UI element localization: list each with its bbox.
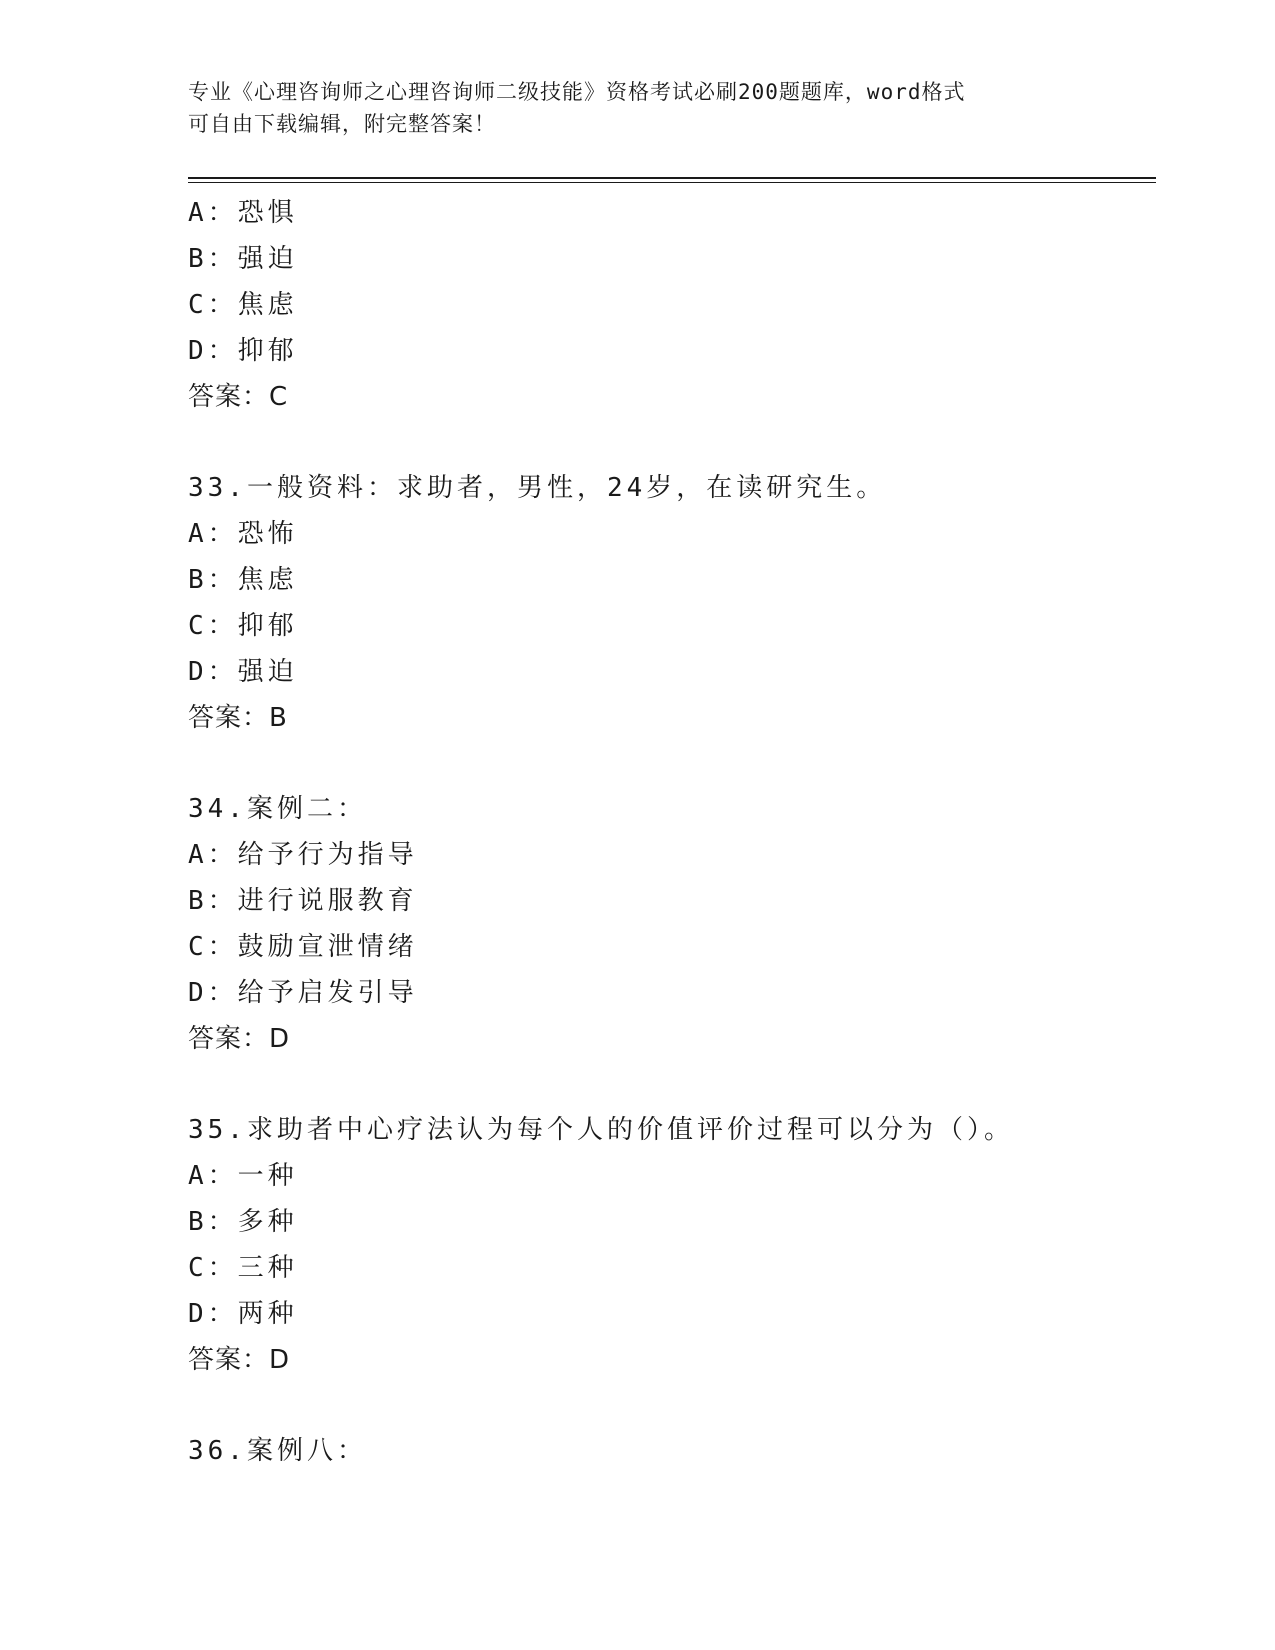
option-c: C：三种 — [188, 1253, 298, 1283]
header-line-1: 专业《心理咨询师之心理咨询师二级技能》资格考试必刷200题题库，word格式 — [188, 80, 966, 104]
option-d: D：强迫 — [188, 657, 298, 687]
option-a: A：给予行为指导 — [188, 840, 418, 870]
question-block-34 — [188, 786, 1148, 1062]
option-b: B：多种 — [188, 1207, 298, 1237]
option-d: D：抑郁 — [188, 336, 298, 366]
option-a: A：恐怖 — [188, 519, 298, 549]
question-stem: 36.案例八： — [188, 1436, 367, 1466]
option-c: C：鼓励宣泄情绪 — [188, 932, 418, 962]
question-list — [188, 190, 1148, 1474]
question-stem: 35.求助者中心疗法认为每个人的价值评价过程可以分为（）。 — [188, 1115, 1014, 1145]
option-d: D：两种 — [188, 1299, 298, 1329]
question-stem: 33.一般资料：求助者，男性，24岁，在读研究生。 — [188, 473, 887, 503]
header-divider-thin — [188, 182, 1156, 183]
option-a: A：恐惧 — [188, 198, 298, 228]
document-header — [188, 76, 1088, 140]
answer-line: 答案：C — [188, 382, 289, 412]
question-block-previous — [188, 190, 1148, 420]
option-c: C：焦虑 — [188, 290, 298, 320]
option-b: B：焦虑 — [188, 565, 298, 595]
option-b: B：进行说服教育 — [188, 886, 418, 916]
header-divider-thick — [188, 177, 1156, 179]
answer-line: 答案：B — [188, 703, 288, 733]
option-d: D：给予启发引导 — [188, 978, 418, 1008]
question-block-36 — [188, 1428, 1148, 1474]
question-stem: 34.案例二： — [188, 794, 367, 824]
header-line-2: 可自由下载编辑，附完整答案！ — [188, 112, 496, 136]
option-b: B：强迫 — [188, 244, 298, 274]
question-block-33 — [188, 465, 1148, 741]
question-block-35 — [188, 1107, 1148, 1383]
answer-line: 答案：D — [188, 1024, 291, 1054]
option-a: A：一种 — [188, 1161, 298, 1191]
answer-line: 答案：D — [188, 1345, 291, 1375]
option-c: C：抑郁 — [188, 611, 298, 641]
